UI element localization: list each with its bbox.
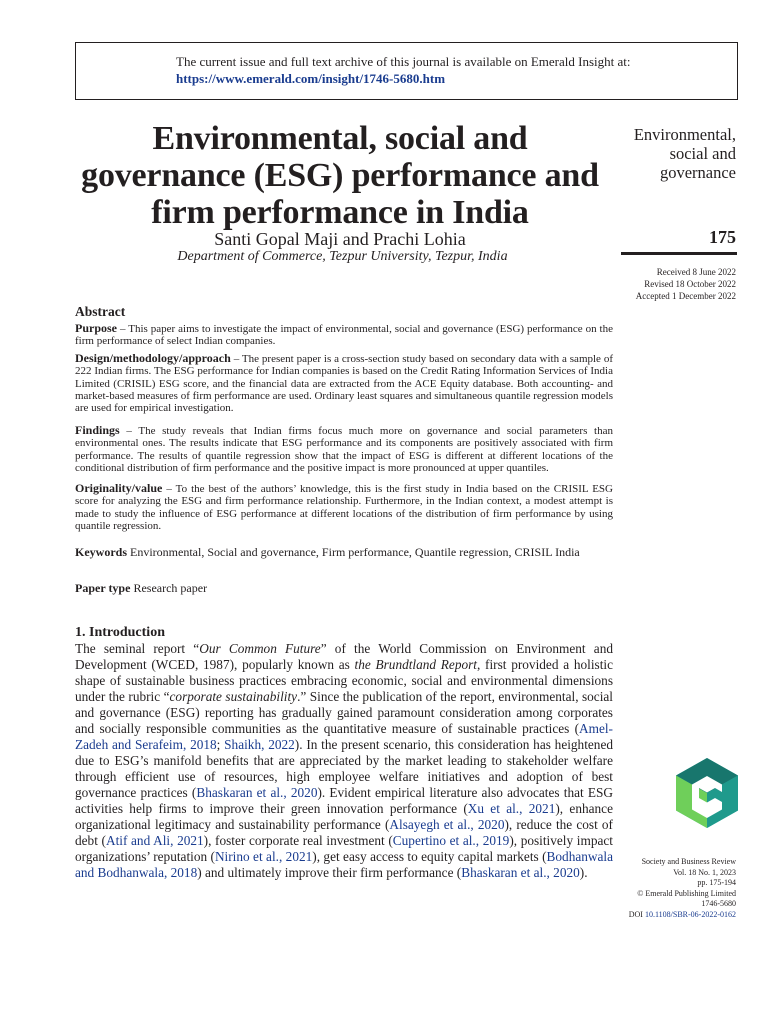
keywords-label: Keywords (75, 545, 127, 559)
purpose-text: – This paper aims to investigate the impact of environmental, social and governance (ESG) performance on the firm performance of select Indian companies. (75, 323, 613, 348)
intro-italic: Our Common Future (199, 641, 321, 656)
intro-text: ), enhance organizational legitimacy and sustainability performance ( (75, 801, 613, 832)
page-number: 175 (709, 227, 736, 247)
abstract-originality (75, 482, 613, 532)
journal-info (586, 857, 736, 920)
citation-link[interactable]: Bhaskaran et al., 2020 (196, 785, 318, 800)
intro-text: ), positively impact organizations’ reputation ( (75, 833, 613, 864)
paper-type-label: Paper type (75, 581, 131, 595)
intro-text: ), get easy access to equity capital markets ( (312, 849, 547, 864)
citation-link[interactable]: Xu et al., 2021 (467, 801, 556, 816)
sidebar-rule (621, 252, 737, 255)
introduction-heading: 1. Introduction (75, 625, 165, 640)
intro-italic: corporate sustainability (169, 689, 298, 704)
journal-name: Society and Business Review (641, 857, 736, 866)
purpose-label: Purpose (75, 321, 117, 335)
journal-pages: pp. 175-194 (697, 878, 736, 887)
journal-publisher: © Emerald Publishing Limited (637, 888, 736, 898)
citation-link[interactable]: Cupertino et al., 2019 (392, 833, 510, 848)
intro-text: ” of the World Commission on Environment and Development (WCED, 1987), popularly known as (75, 641, 613, 672)
keywords (75, 545, 613, 559)
paper-type-text: Research paper (130, 581, 208, 595)
received-date: Received 8 June 2022 (656, 267, 736, 277)
intro-text: ). In the present scenario, this consideration has heightened due to ESG’s manifold benefits that are appreciated by the market leading to stakeholder welfare through efficient use of resources, high employee welfare initiatives and adoption of best governance practices ( (75, 737, 614, 800)
originality-label: Originality/value (75, 481, 163, 495)
design-label: Design/methodology/approach (75, 351, 231, 365)
doi-link[interactable]: 10.1108/SBR-06-2022-0162 (644, 909, 736, 919)
intro-text: ). Evident empirical literature also advocates that ESG activities help firms to improve their green innovation performance ( (75, 785, 613, 816)
intro-text: .” Since the publication of the report, environmental, social and governance (ESG) reporting has gradually gained paramount consideration among corporates and socially responsible communities as the quantitative measure of sustainable practices ( (75, 689, 613, 736)
intro-text: ), reduce the cost of debt ( (75, 817, 613, 848)
journal-logo-icon (676, 758, 738, 828)
intro-text: , first provided a holistic shape of sustainable business practices embracing economic, social and environmental dimensions under the rubric “ (75, 657, 613, 704)
intro-text: ). (579, 865, 588, 880)
intro-text: ), foster corporate real investment ( (203, 833, 393, 848)
running-title: Environmental, social and governance (633, 125, 736, 182)
keywords-text: Environmental, Social and governance, Firm performance, Quantile regression, CRISIL India (127, 545, 580, 559)
introduction-paragraph (75, 641, 613, 881)
originality-text: – To the best of the authors’ knowledge, this is the first study in India based on the CRISIL ESG score for analyzing the ESG and firm performance relationship. Furthermore, in the Indian context, a modest attempt is made to study the influence of ESG performance at different locations of the distribution of firm performance by using quantile regression. (75, 483, 613, 532)
intro-italic: the Brundtland Report (354, 657, 477, 672)
citation-link[interactable]: Bodhanwala and Bodhanwala, 2018 (75, 849, 613, 880)
journal-issn: 1746-5680 (701, 899, 736, 908)
article-title: Environmental, social and governance (ESG) performance and firm performance in India (81, 120, 599, 231)
abstract-purpose (75, 322, 613, 348)
author-affiliation: Department of Commerce, Tezpur University, Tezpur, India (177, 249, 508, 264)
design-text: – The present paper is a cross-section study based on secondary data with a sample of 222 Indian firms. The ESG performance for Indian companies is based on the Credit Rating Information Services of India Limited (CRISIL) ESG score, and the financial data are extracted from the ACE Equity database. Both accounting- and market-based measures of firm performance are used. Ordinary least squares and simultaneous quantile regression models are used for empirical investigation. (75, 353, 613, 415)
doi-label: DOI (628, 909, 643, 919)
intro-text: The seminal report “ (75, 641, 200, 656)
citation-link[interactable]: Amel-Zadeh and Serafeim, 2018 (75, 721, 613, 752)
journal-url-link[interactable]: https://www.emerald.com/insight/1746-5680.htm (176, 71, 446, 86)
abstract-heading: Abstract (75, 304, 126, 319)
findings-text: – The study reveals that Indian firms focus much more on governance and social parameters than environmental ones. The results indicate that ESG performance and its components are positively associated with firm performance. The results of quantile regression show that the impact of ESG is different at different locations of the conditional distribution of firm performance and the positive impact is more pronounced at upper quantiles. (75, 425, 613, 474)
access-notice-box (75, 42, 738, 100)
citation-link[interactable]: Nirino et al., 2021 (214, 849, 313, 864)
revised-date: Revised 18 October 2022 (644, 279, 736, 289)
access-notice-text: The current issue and full text archive of this journal is available on Emerald Insight at: (176, 54, 631, 69)
intro-text: ) and ultimately improve their firm performance ( (197, 865, 462, 880)
intro-text: ; (216, 737, 225, 752)
accepted-date: Accepted 1 December 2022 (635, 291, 736, 301)
article-history (636, 266, 736, 302)
citation-link[interactable]: Bhaskaran et al., 2020 (461, 865, 580, 880)
article-authors: Santi Gopal Maji and Prachi Lohia (214, 229, 466, 249)
findings-label: Findings (75, 423, 120, 437)
journal-volume: Vol. 18 No. 1, 2023 (673, 867, 736, 877)
abstract-findings (75, 424, 613, 474)
journal-doi (586, 910, 736, 921)
abstract-design (75, 352, 613, 414)
paper-type (75, 581, 207, 596)
citation-link[interactable]: Atif and Ali, 2021 (105, 833, 204, 848)
citation-link[interactable]: Shaikh, 2022 (224, 737, 295, 752)
citation-link[interactable]: Alsayegh et al., 2020 (389, 817, 505, 832)
